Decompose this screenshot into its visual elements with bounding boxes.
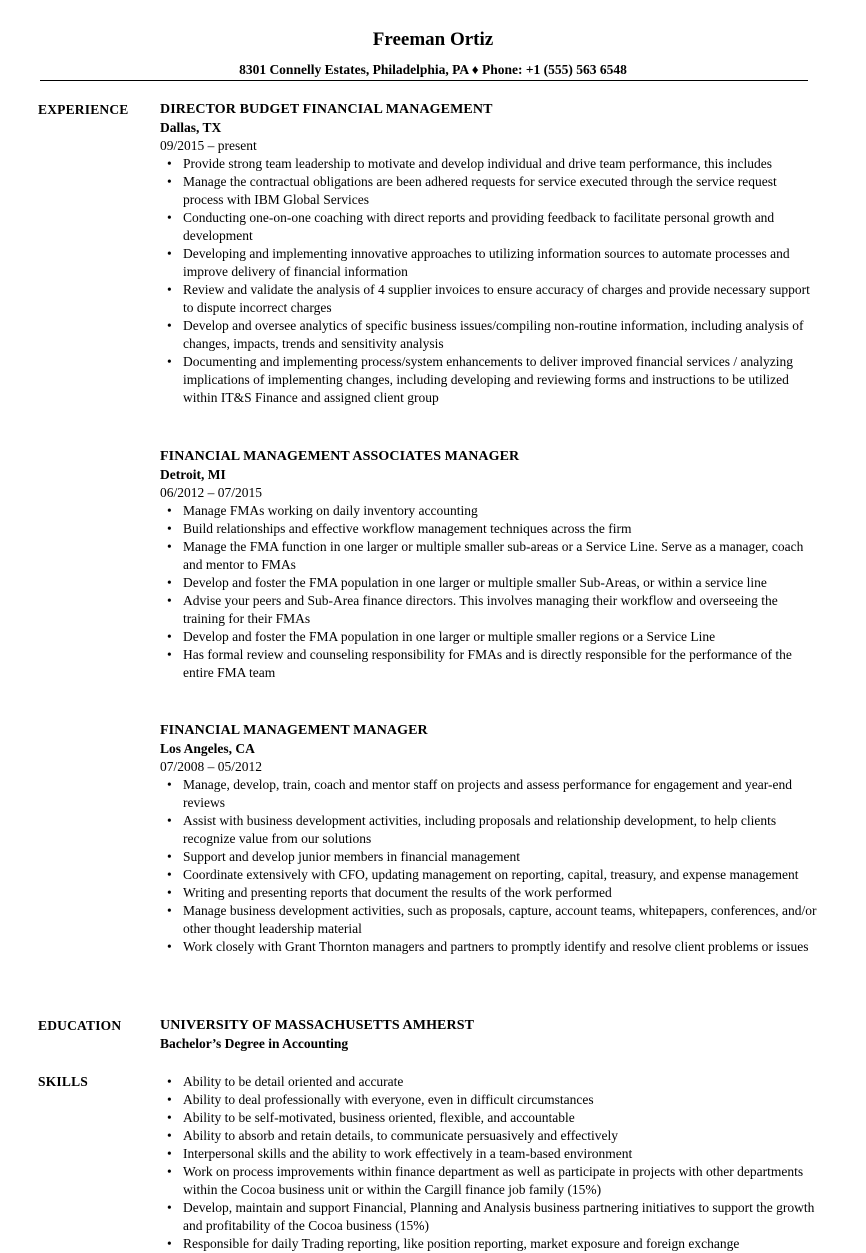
degree: Bachelor’s Degree in Accounting — [160, 1036, 349, 1051]
list-item: • Manage business development activities, such as proposals, capture, account teams, whitepapers, conferences, and/or other thought leadership material — [183, 902, 820, 938]
list-item: • Develop and foster the FMA population in one larger or multiple smaller Sub-Areas, or within a service line — [183, 574, 820, 592]
list-item: • Advise your peers and Sub-Area finance directors. This involves managing their workflow and overseeing the training for their FMAs — [183, 592, 820, 628]
list-item: • Manage the FMA function in one larger or multiple smaller sub-areas or a Service Line. Serve as a manager, coach and mentor to FMAs — [183, 538, 820, 574]
job-location: Los Angeles, CA — [160, 741, 255, 756]
experience-heading: EXPERIENCE — [38, 102, 129, 117]
list-item: • Develop and oversee analytics of specific business issues/compiling non-routine information, including analysis of changes, impacts, trends and sensitivity analysis — [183, 317, 820, 353]
school-name: UNIVERSITY OF MASSACHUSETTS AMHERST — [160, 1018, 475, 1033]
list-item: • Manage, develop, train, coach and mentor staff on projects and assess performance for engagement and year-end reviews — [183, 776, 820, 812]
list-item: • Manage the contractual obligations are been adhered requests for service executed through the service request process with IBM Global Services — [183, 173, 820, 209]
list-item: • Develop and foster the FMA population in one larger or multiple smaller regions or a Service Line — [183, 628, 820, 646]
list-item: • Ability to deal professionally with everyone, even in difficult circumstances — [183, 1091, 820, 1109]
list-item: • Conducting one-on-one coaching with direct reports and providing feedback to facilitate personal growth and development — [183, 209, 820, 245]
list-item: • Has formal review and counseling responsibility for FMAs and is directly responsible for the performance of the entire FMA team — [183, 646, 820, 682]
list-item: • Develop, maintain and support Financial, Planning and Analysis business partnering initiatives to support the growth and profitability of the Cocoa business (15%) — [183, 1199, 820, 1235]
job-dates: 07/2008 – 05/2012 — [160, 759, 263, 774]
list-item: • Manage FMAs working on daily inventory accounting — [183, 502, 820, 520]
list-item: • Ability to be self-motivated, business oriented, flexible, and accountable — [183, 1109, 820, 1127]
list-item: • Writing and presenting reports that document the results of the work performed — [183, 884, 820, 902]
job-dates: 06/2012 – 07/2015 — [160, 485, 263, 500]
list-item: • Work on process improvements within finance department as well as participate in projects with other departments within the Cocoa business unit or within the Cargill finance job family (15%) — [183, 1163, 820, 1199]
job-title: DIRECTOR BUDGET FINANCIAL MANAGEMENT — [160, 102, 493, 117]
job-entry — [160, 722, 820, 956]
list-item: • Provide strong team leadership to motivate and develop individual and drive team performance, this includes — [183, 155, 820, 173]
list-item: • Assist with business development activities, including proposals and relationship development, to help clients recognize value from our solutions — [183, 812, 820, 848]
list-item: • Responsible for daily Trading reporting, like position reporting, market exposure and foreign exchange — [183, 1235, 820, 1253]
job-title: FINANCIAL MANAGEMENT MANAGER — [160, 723, 428, 738]
list-item: • Support and develop junior members in financial management — [183, 848, 820, 866]
list-item: • Build relationships and effective workflow management techniques across the firm — [183, 520, 820, 538]
header-divider — [40, 80, 808, 81]
job-bullets — [160, 155, 820, 407]
skills-list — [160, 1073, 820, 1253]
job-location: Dallas, TX — [160, 120, 222, 135]
job-bullets — [160, 502, 820, 682]
list-item: • Work closely with Grant Thornton managers and partners to promptly identify and resolve client problems or issues — [183, 938, 820, 956]
job-bullets — [160, 776, 820, 956]
list-item: • Interpersonal skills and the ability to work effectively in a team-based environment — [183, 1145, 820, 1163]
list-item: • Coordinate extensively with CFO, updating management on reporting, capital, treasury, and expense management — [183, 866, 820, 884]
education-heading: EDUCATION — [38, 1018, 122, 1033]
list-item: • Review and validate the analysis of 4 supplier invoices to ensure accuracy of charges and provide necessary support to dispute incorrect charges — [183, 281, 820, 317]
job-location: Detroit, MI — [160, 467, 226, 482]
contact-line: 8301 Connelly Estates, Philadelphia, PA ♦ Phone: +1 (555) 563 6548 — [239, 62, 627, 77]
list-item: • Ability to absorb and retain details, to communicate persuasively and effectively — [183, 1127, 820, 1145]
job-dates: 09/2015 – present — [160, 138, 257, 153]
job-entry — [160, 448, 820, 682]
job-title: FINANCIAL MANAGEMENT ASSOCIATES MANAGER — [160, 449, 520, 464]
skills-heading: SKILLS — [38, 1074, 88, 1089]
education-entry — [160, 1017, 820, 1053]
candidate-name: Freeman Ortiz — [372, 29, 494, 50]
list-item: • Documenting and implementing process/system enhancements to deliver improved financial services / analyzing implications of implementing changes, including developing and reviewing forms and instructions to be utilized within IT&S Finance and assigned client group — [183, 353, 820, 407]
job-entry — [160, 101, 820, 407]
list-item: • Developing and implementing innovative approaches to utilizing information sources to automate processes and improve delivery of financial information — [183, 245, 820, 281]
skills-list-block — [160, 1073, 820, 1253]
list-item: • Ability to be detail oriented and accurate — [183, 1073, 820, 1091]
